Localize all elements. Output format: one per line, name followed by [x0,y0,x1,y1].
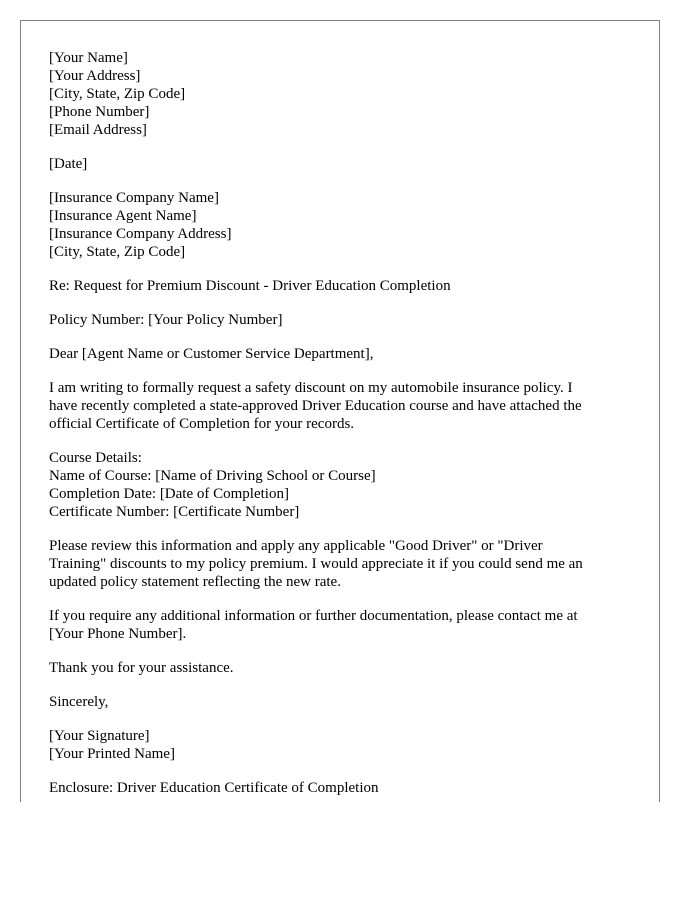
contact-paragraph [49,607,649,643]
review-paragraph [49,537,649,591]
letter-date: [Date] [49,156,88,172]
recipient-city-state-zip: [City, State, Zip Code] [49,244,186,260]
course-details-heading: Course Details: [49,450,142,466]
course-name: Name of Course: [Name of Driving School or Course] [49,468,376,484]
sender-city-state-zip: [City, State, Zip Code] [49,86,186,102]
sender-name: [Your Name] [49,50,128,66]
salutation-block [49,345,649,363]
sender-address: [Your Address] [49,68,141,84]
sender-phone: [Phone Number] [49,104,150,120]
completion-date: Completion Date: [Date of Completion] [49,486,289,502]
enclosure-block [49,779,649,797]
contact-line-1: If you require any additional information or further documentation, please contact me at [49,608,578,624]
thanks-line: Thank you for your assistance. [49,660,234,676]
policy-number: Policy Number: [Your Policy Number] [49,312,283,328]
review-line-1: Please review this information and apply any applicable "Good Driver" or "Driver [49,538,543,554]
salutation: Dear [Agent Name or Customer Service Department], [49,346,374,362]
contact-line-2: [Your Phone Number]. [49,626,187,642]
closing-block [49,693,649,711]
letter-body [49,49,649,813]
review-line-2: Training" discounts to my policy premium. I would appreciate it if you could send me an [49,556,583,572]
recipient-block [49,189,649,261]
enclosure-line: Enclosure: Driver Education Certificate of Completion [49,780,379,796]
recipient-company-address: [Insurance Company Address] [49,226,232,242]
intro-line-3: official Certificate of Completion for your records. [49,416,355,432]
date-block [49,155,649,173]
recipient-agent-name: [Insurance Agent Name] [49,208,197,224]
sender-block [49,49,649,139]
policy-block [49,311,649,329]
closing-line: Sincerely, [49,694,109,710]
certificate-number: Certificate Number: [Certificate Number] [49,504,300,520]
thanks-block [49,659,649,677]
review-line-3: updated policy statement reflecting the new rate. [49,574,341,590]
course-details-block [49,449,649,521]
subject-block [49,277,649,295]
recipient-company-name: [Insurance Company Name] [49,190,219,206]
intro-line-2: have recently completed a state-approved Driver Education course and have attached the [49,398,582,414]
printed-name-line: [Your Printed Name] [49,746,175,762]
signature-block [49,727,649,763]
intro-line-1: I am writing to formally request a safety discount on my automobile insurance policy. I [49,380,573,396]
sender-email: [Email Address] [49,122,147,138]
intro-paragraph [49,379,649,433]
letter-page [20,20,660,802]
signature-line: [Your Signature] [49,728,150,744]
subject-line: Re: Request for Premium Discount - Driver Education Completion [49,278,451,294]
